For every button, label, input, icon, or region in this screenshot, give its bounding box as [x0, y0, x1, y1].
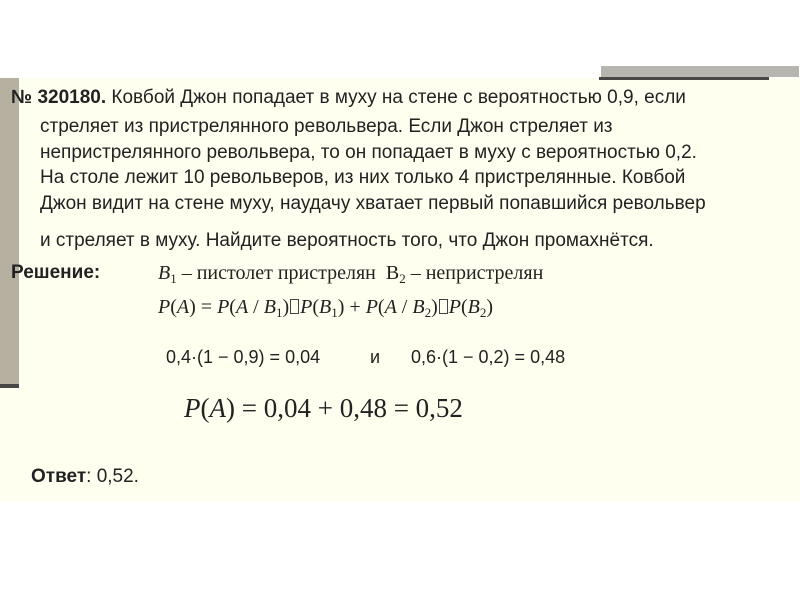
- problem-line-2: стреляет из пристрелянного револьвера. Если Джон стреляет из: [40, 116, 613, 137]
- problem-line-4: На столе лежит 10 револьверов, из них только 4 пристрелянные. Ковбой: [40, 167, 686, 188]
- calculation-2: 0,6·(1 − 0,2) = 0,48: [411, 347, 566, 367]
- missing-glyph-box: [439, 299, 448, 314]
- calculation-and: и: [370, 347, 381, 367]
- b2-subscript: 2: [399, 270, 406, 286]
- problem-line-5: Джон видит на стене муху, наудачу хватает первый попавшийся револьвер: [40, 193, 706, 214]
- b2-definition: – непристрелян: [410, 262, 544, 284]
- problem-line-3: непристрелянного револьвера, то он попадает в муху с вероятностью 0,2.: [40, 142, 697, 163]
- left-accent-line: [0, 384, 19, 388]
- problem-line-1: [11, 86, 686, 110]
- b1-definition: – пистолет пристрелян: [181, 262, 376, 284]
- answer-label: Ответ: [31, 466, 87, 487]
- total-probability-formula: $P(A) = P(A / B_1)$ $P(B_1) + P(A / B_2)$ $P(B_2)$: [158, 296, 494, 320]
- definition-line: $B_1$ – пистолет пристрелян $В_2$ – непристрелян: [158, 262, 544, 286]
- b1-subscript: 1: [170, 270, 177, 286]
- solution-label: Решение:: [11, 262, 101, 283]
- final-result: P(A) = 0,04 + 0,48 = 0,52: [184, 393, 463, 423]
- problem-line-6: и стреляет в муху. Найдите вероятность того, что Джон промахнётся.: [40, 230, 654, 251]
- top-accent-bar: [601, 66, 799, 77]
- missing-glyph-box: [290, 299, 299, 314]
- top-accent-line: [599, 77, 769, 80]
- answer-value: : 0,52.: [86, 466, 139, 487]
- answer-line: [31, 466, 139, 488]
- problem-text: Ковбой Джон попадает в муху на стене с вероятностью 0,9, если: [111, 87, 686, 108]
- left-accent-bar: [0, 78, 19, 385]
- calculation-1: 0,4·(1 − 0,9) = 0,04: [166, 347, 321, 367]
- problem-number: № 320180.: [11, 87, 107, 108]
